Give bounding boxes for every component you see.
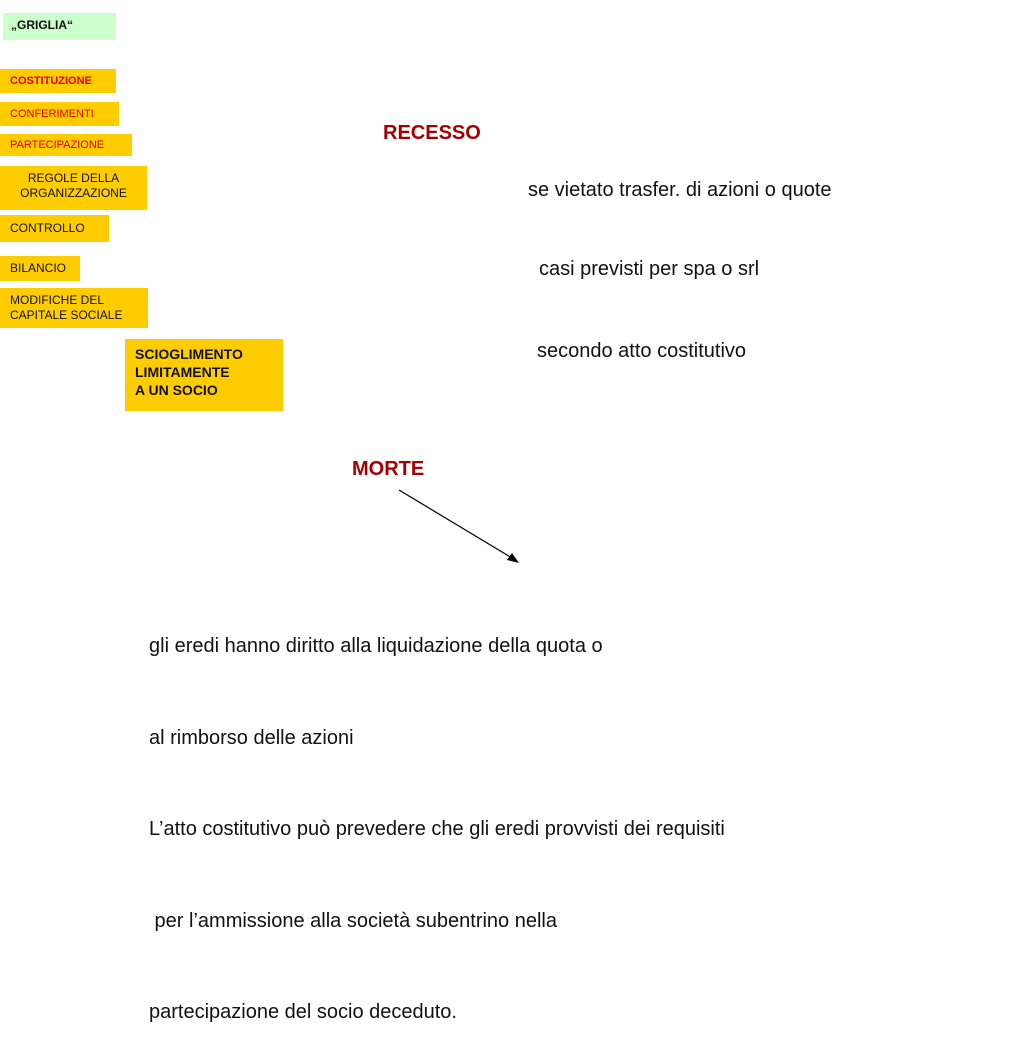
recesso-item-2: casi previsti per spa o srl (539, 258, 760, 280)
scioglimento-line-3: A UN SOCIO (135, 382, 218, 398)
morte-line-2: al rimborso delle azioni (149, 726, 354, 749)
conferimenti-label: CONFERIMENTI (10, 108, 94, 120)
modifiche-line-1: MODIFICHE DEL (10, 293, 105, 307)
morte-line-5: partecipazione del socio deceduto. (149, 1001, 457, 1023)
regole-line-2: ORGANIZZAZIONE (20, 186, 127, 200)
morte-line-1: gli eredi hanno diritto alla liquidazione della quota o (149, 635, 603, 657)
recesso-title: RECESSO (383, 122, 481, 144)
partecipazione-label: PARTECIPAZIONE (10, 139, 105, 151)
morte-text (149, 570, 725, 1058)
regole-line-1: REGOLE DELLA (27, 171, 120, 185)
bilancio-label: BILANCIO (10, 261, 67, 275)
morte-line-4: per l’ammissione alla società subentrino nella (149, 909, 557, 932)
recesso-item-3: secondo atto costitutivo (537, 340, 747, 362)
morte-line-3: L’atto costitutivo può prevedere che gli eredi provvisti dei requisiti (149, 818, 725, 840)
costituzione-label: COSTITUZIONE (10, 75, 92, 87)
griglia-label: „GRIGLIA“ (11, 18, 73, 32)
scioglimento-line-1: SCIOGLIMENTO (135, 346, 243, 362)
controllo-label: CONTROLLO (10, 221, 85, 235)
scioglimento-line-2: LIMITAMENTE (135, 364, 230, 380)
recesso-item-1: se vietato trasfer. di azioni o quote (528, 179, 832, 201)
modifiche-line-2: CAPITALE SOCIALE (10, 308, 123, 322)
morte-title: MORTE (352, 458, 425, 480)
